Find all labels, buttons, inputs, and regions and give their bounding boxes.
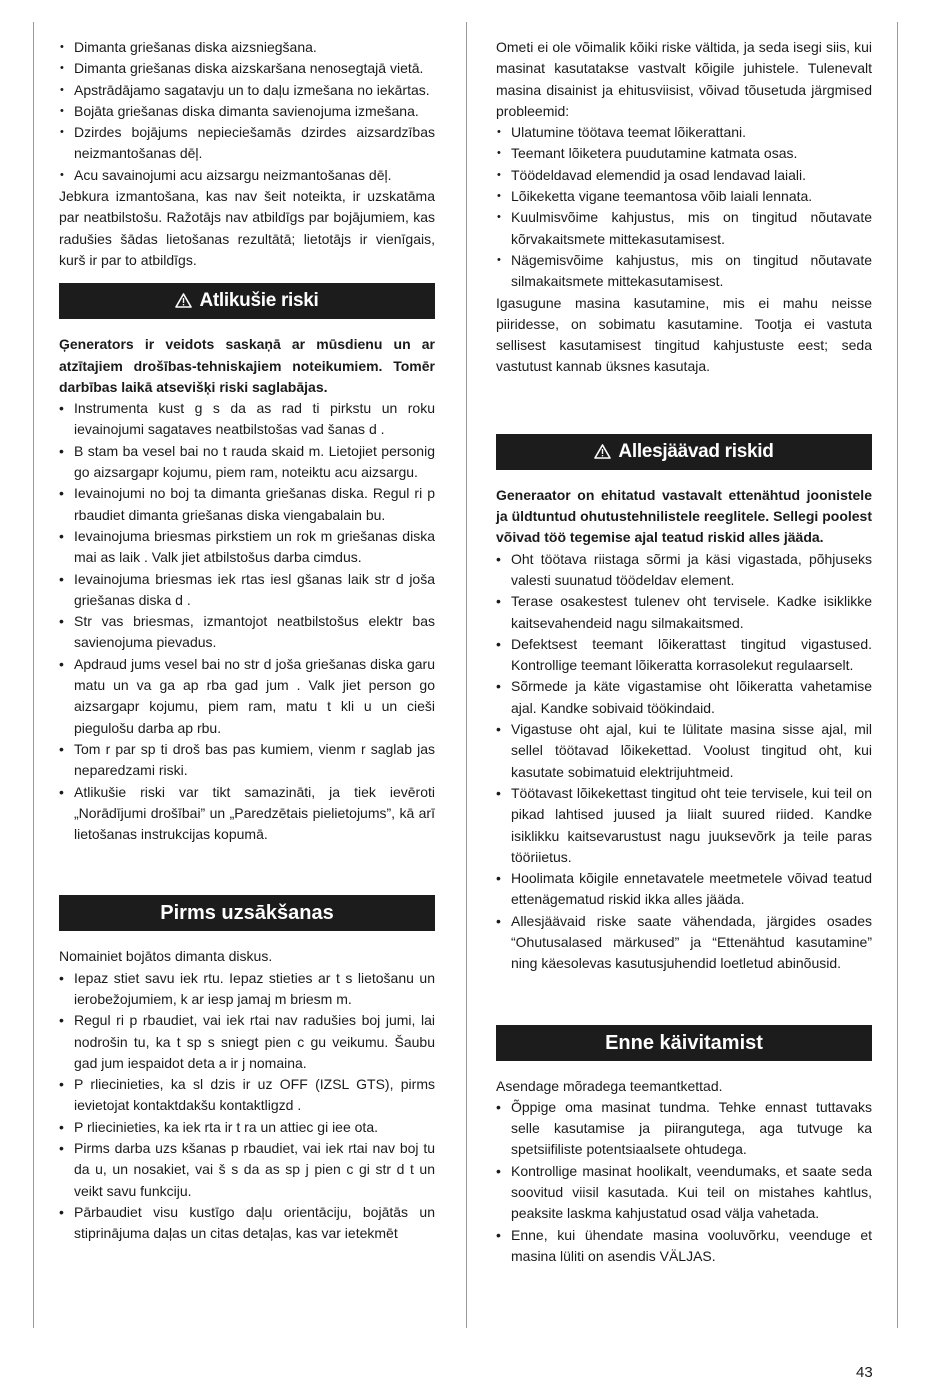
list-item: • Dzirdes bojājums nepieciešamās dzirdes aizsardzības neizmantošanas dēļ. (59, 122, 435, 165)
right-list-1 (496, 122, 872, 292)
list-item: • Enne, kui ühendate masina vooluvõrku, veenduge et masina lüliti on asendis VÄLJAS. (496, 1225, 872, 1268)
list-item: • Kuulmisvõime kahjustus, mis on tingitud nõutavate kõrvakaitsmete mittekasutamisest. (496, 207, 872, 250)
list-item: • Lõikeketta vigane teemantosa võib laiali lennata. (496, 186, 872, 207)
column-divider-left (33, 22, 34, 1328)
list-item: • Str vas briesmas, izmantojot neatbilstošus elektr bas savienojuma pievadus. (59, 611, 435, 654)
warning-triangle-icon (594, 436, 611, 472)
list-item: • Iepaz stiet savu iek rtu. Iepaz stieties ar t s lietošanu un ierobežojumiem, k ar iesp jamaj m briesm m. (59, 968, 435, 1011)
left-paragraph-usage: Jebkura izmantošana, kas nav šeit noteikta, ir uzskatāma par neatbilstošu. Ražotājs nav atbildīgs par bojājumiem, kas radušies šādas lietošanas rezultātā; lietotājs ir vienīgais, kurš ir par to atbildīgs. (59, 188, 435, 268)
list-item: • Acu savainojumi acu aizsargu neizmantošanas dēļ. (59, 165, 435, 186)
heading-before-start-lv: Pirms uzsākšanas (59, 895, 435, 931)
list-item: • Oht töötava riistaga sõrmi ja käsi vigastada, põhjuseks valesti suunatud töödeldav element. (496, 549, 872, 592)
heading-residual-risks-et (496, 434, 872, 470)
right-column (496, 37, 872, 1267)
right-start-intro: Asendage mõradega teemantkettad. (496, 1077, 723, 1094)
list-item: • Instrumenta kust g s da as rad ti pirkstu un roku ievainojumi sagataves neatbilstošas vad šanas d . (59, 398, 435, 441)
list-item: • Ievainojuma briesmas pirkstiem un rok m griešanas diska mai as laik . Valk jiet atbilstošus darba cimdus. (59, 526, 435, 569)
list-item: • Dimanta griešanas diska aizskaršana nenosegtajā vietā. (59, 58, 435, 79)
list-item: • Õppige oma masinat tundma. Tehke ennast tuttavaks selle kasutamise ja piirangutega, aga tutvuge ka spetsiifiliste potentsiaalsete ohtudega. (496, 1097, 872, 1161)
list-item: • P rliecinieties, ka iek rta ir t ra un attiec gi iee ota. (59, 1117, 435, 1138)
list-item: • Pirms darba uzs kšanas p rbaudiet, vai iek rtai nav boj tu da u, un nosakiet, vai š s da as sp j pien c gi str d t un veikt savu funkciju. (59, 1138, 435, 1202)
right-risks-intro: Generaator on ehitatud vastavalt ettenähtud joonistele ja üldtuntud ohutustehnilistele reeglitele. Sellegi poolest võivad töö tegemise ajal teatud riskid alles jääda. (496, 486, 872, 546)
heading-text: Atlikušie riski (199, 290, 319, 312)
right-paragraph-intro: Ometi ei ole võimalik kõiki riske vältida, ja seda isegi siis, kui masinat kasutatakse vastvalt kõigile juhistele. Tulenevalt masina disainist ja ehitusviisist, võivad tõusetuda järgmised probleemid: (496, 39, 872, 119)
heading-text: Allesjäävad riskid (618, 440, 774, 462)
list-item: • Defektsest teemant lõikerattast tingitud vigastused. Kontrollige teemant lõikeratta korrasolekut regulaarselt. (496, 634, 872, 677)
list-item: • Atlikušie riski var tikt samazināti, ja tiek ievēroti „Norādījumi drošībai” un „Paredzētais pielietojums”, kā arī lietošanas instrukcijas kopumā. (59, 782, 435, 846)
heading-before-start-et: Enne käivitamist (496, 1025, 872, 1061)
list-item: • Bojāta griešanas diska dimanta savienojuma izmešana. (59, 101, 435, 122)
column-divider-center (466, 22, 467, 1328)
list-item: • Allesjäävaid riske saate vähendada, järgides osades “Ohutusalased märkused” ja “Ettenähtud kasutamine” ning käesolevas kasutusjuhendid loetletud abinõusid. (496, 911, 872, 975)
left-start-intro: Nomainiet bojātos dimanta diskus. (59, 948, 273, 965)
list-item: • Pārbaudiet visu kustīgo daļu orientāciju, bojātās un stiprinājuma daļas un citas detaļas, kas var ietekmēt (59, 1202, 435, 1245)
list-item: • Dimanta griešanas diska aizsniegšana. (59, 37, 435, 58)
heading-residual-risks-lv (59, 283, 435, 319)
left-risks-intro: Ģenerators ir veidots saskaņā ar mūsdienu un ar atzītajiem drošības-tehniskajiem noteikumiem. Tomēr darbības laikā atsevišķi riski saglabājas. (59, 336, 435, 395)
list-item: • Regul ri p rbaudiet, vai iek rtai nav radušies boj jumi, lai nodrošin tu, ka t sp s sniegt pien c gu veikumu. Šaubu gad jum iespaidot deta a ir j nomaina. (59, 1010, 435, 1074)
list-item: • Terase osakestest tulenev oht tervisele. Kadke isiklikke kaitsevahendeid nagu silmakaitsmed. (496, 591, 872, 634)
list-item: • Töötavast lõikekettast tingitud oht teie tervisele, kui teil on pikad lahtised juused ja liialt suured riided. Kandke isiklikku kaitsevarustust nagu juuksevõrk ja teile paras tööriietus. (496, 783, 872, 868)
list-item: • Apstrādājamo sagatavju un to daļu izmešana no iekārtas. (59, 80, 435, 101)
column-divider-right (897, 22, 898, 1328)
list-item: • Ulatumine töötava teemat lõikerattani. (496, 122, 872, 143)
list-item: • P rliecinieties, ka sl dzis ir uz OFF (IZSL GTS), pirms ievietojat kontaktdakšu kontaktligzd . (59, 1074, 435, 1117)
right-risks-list (496, 549, 872, 975)
list-item: • Nägemisvõime kahjustus, mis on tingitud nõutavate silmakaitsmete mittekasutamisest. (496, 250, 872, 293)
list-item: • Apdraud jums vesel bai no str d joša griešanas diska garu matu un va ga ap rba gad jum . Valk jiet person go aizsargapr kojumu, piem ram, matu t kli u un cieši piegulošu darba ap rbu. (59, 654, 435, 739)
left-start-list (59, 968, 435, 1245)
list-item: • Vigastuse oht ajal, kui te lülitate masina sisse ajal, mil sellel töötavad lõikekettad. Voolust tingitud oht, kui kasutate sobimatuid elektrijuhtmeid. (496, 719, 872, 783)
list-item: • Teemant lõiketera puudutamine katmata osas. (496, 143, 872, 164)
list-item: • Ievainojumi no boj ta dimanta griešanas diska. Regul ri p rbaudiet dimanta griešanas diska viengabalain bu. (59, 483, 435, 526)
right-start-list (496, 1097, 872, 1267)
list-item: • Ievainojuma briesmas iek rtas iesl gšanas laik str d joša griešanas diska d . (59, 569, 435, 612)
list-item: • Sõrmede ja käte vigastamise oht lõikeratta vahetamise ajal. Kandke sobivaid töökindaid. (496, 676, 872, 719)
list-item: • Tom r par sp ti droš bas pas kumiem, vienm r saglab jas neparedzami riski. (59, 739, 435, 782)
list-item: • Hoolimata kõigile ennetavatele meetmetele võivad teatud ettenägematud riskid ikka alles jääda. (496, 868, 872, 911)
left-risks-list (59, 398, 435, 845)
list-item: • Töödeldavad elemendid ja osad lendavad laiali. (496, 165, 872, 186)
warning-triangle-icon (175, 285, 192, 321)
list-item: • Kontrollige masinat hoolikalt, veendumaks, et saate seda soovitud viisil kasutada. Kui teil on mistahes kahtlus, peaksite laskma kahjustatud osad välja vahetada. (496, 1161, 872, 1225)
left-list-1 (59, 37, 435, 186)
right-paragraph-usage: Igasugune masina kasutamine, mis ei mahu neisse piiridesse, on sobimatu kasutamine. Tootja ei vastuta sellisest kasutamisest tingitud kahjustuste eest; seda vastutust kannab üksnes kasutaja. (496, 294, 872, 375)
list-item: • B stam ba vesel bai no t rauda skaid m. Lietojiet personig go aizsargapr kojumu, piem ram, noteiktu acu aizsargu. (59, 441, 435, 484)
page-number: 43 (856, 1364, 873, 1381)
left-column (59, 37, 435, 1245)
